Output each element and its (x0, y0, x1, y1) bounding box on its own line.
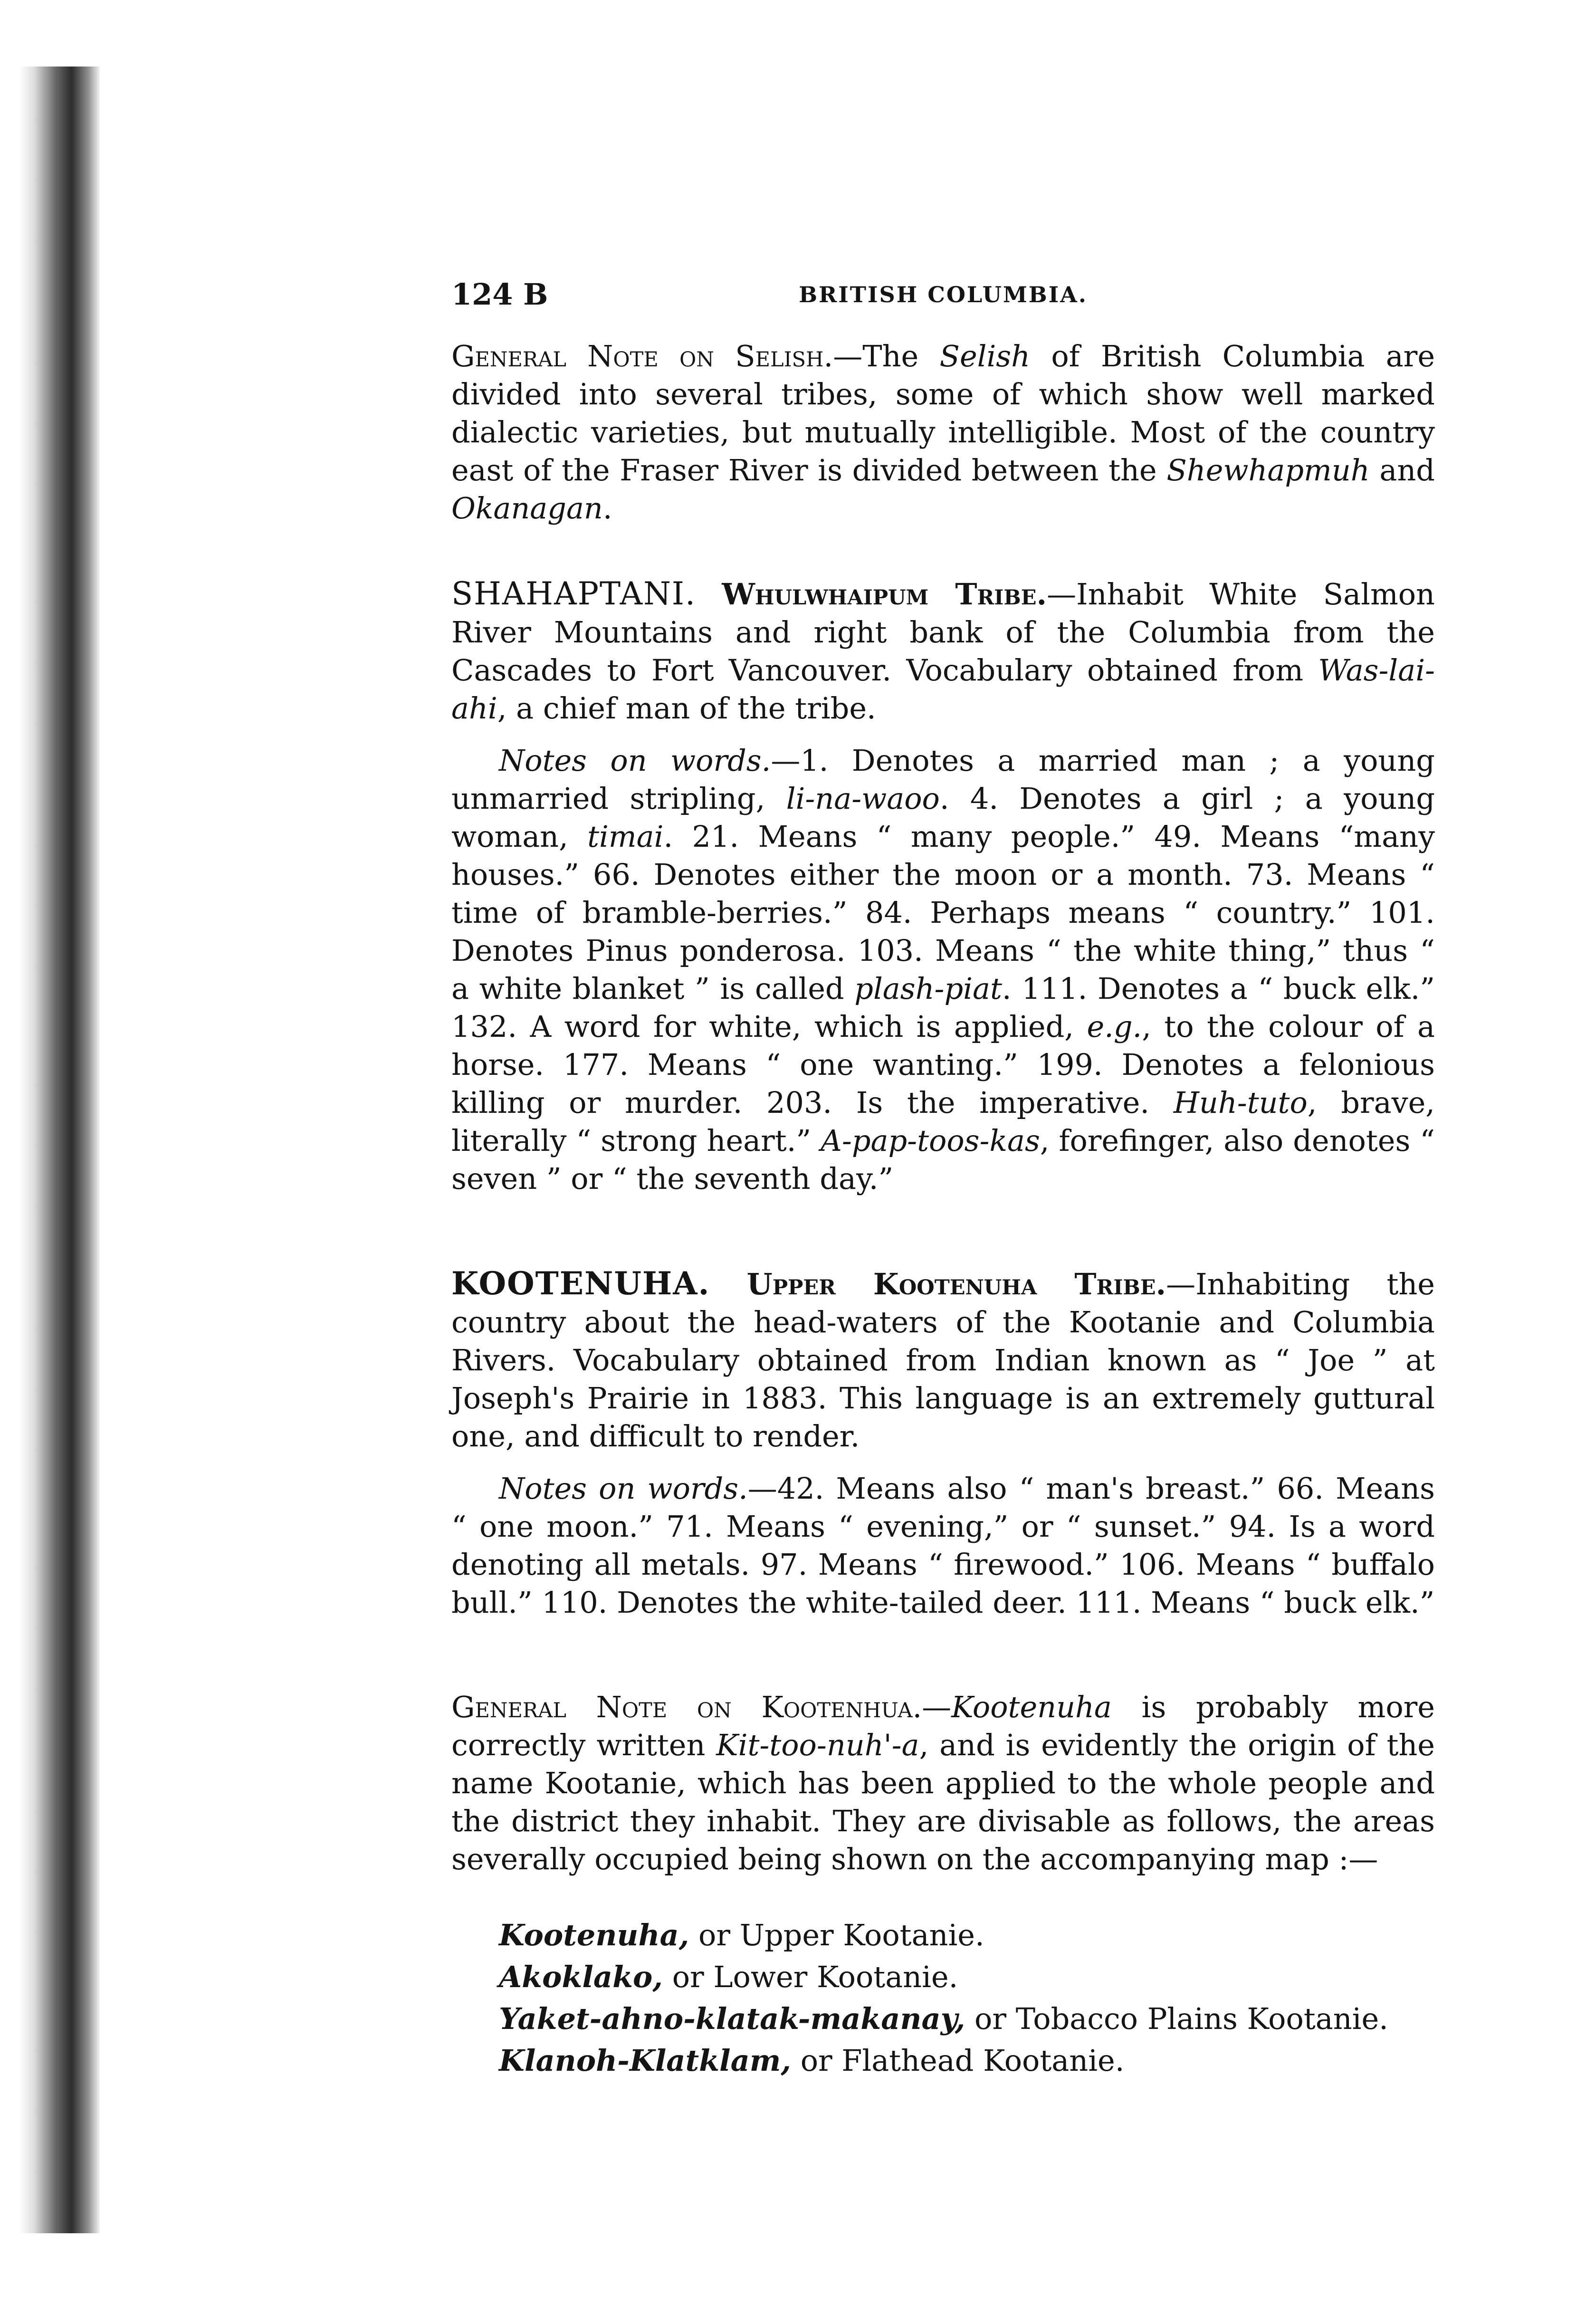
shahaptani-notes-label: Notes on words. (499, 743, 771, 778)
book-page (451, 276, 1435, 2084)
general-note-selish: General Note on Selish.—The Selish of British Columbia are divided into several tribes, some of which show well marked dialectic varieties, but mutually intelligible. Most of the country east of the Fraser River is divided between the Shewhapmuh and Okanagan. (451, 339, 1435, 526)
shahaptani-entry: SHAHAPTANI. Whulwhaipum Tribe.—Inhabit White Salmon River Mountains and right bank of the Columbia from the Cascades to Fort Vancouver. Vocabulary obtained from Was-lai-ahi, a chief man of the tribe. (451, 575, 1435, 726)
list-item: Akoklako, or Lower Kootanie. (499, 1960, 958, 1994)
shahaptani-subtitle: Whulwhaipum Tribe. (722, 577, 1047, 612)
general-note-kootenhua: General Note on Kootenhua.—Kootenuha is probably more correctly written Kit-too-nuh'-a, and is evidently the origin of the name Kootanie, which has been applied to the whole people and the district they inhabit. They are divisable as follows, the areas severally occupied being shown on the accompanying map :— (451, 1690, 1435, 1876)
kootenuha-notes-label: Notes on words. (499, 1471, 748, 1506)
list-item: Yaket-ahno-klatak-makanay, or Tobacco Plains Kootanie. (499, 2001, 1388, 2036)
book-binding-edge (19, 67, 100, 2233)
kootanie-divisions-list (451, 1916, 1435, 2080)
kootenuha-subtitle: Upper Kootenuha Tribe. (746, 1267, 1166, 1301)
page-number: 124 B (451, 277, 548, 312)
general-note-selish-heading: General Note on Selish. (451, 339, 833, 373)
kootenuha-entry: KOOTENUHA. Upper Kootenuha Tribe.—Inhabiting the country about the head-waters of the Kootanie and Columbia Rivers. Vocabulary obtained from Indian known as “ Joe ” at Joseph's Prairie in 1883. This language is an extremely guttural one, and difficult to render. (451, 1265, 1435, 1454)
list-item: Kootenuha, or Upper Kootanie. (499, 1918, 984, 1952)
shahaptani-title: SHAHAPTANI. (451, 575, 696, 612)
general-note-kootenhua-heading: General Note on Kootenhua. (451, 1690, 922, 1724)
running-header (451, 276, 1435, 318)
running-title: BRITISH COLUMBIA. (799, 282, 1088, 307)
kootenuha-notes: Notes on words.—42. Means also “ man's breast.” 66. Means “ one moon.” 71. Means “ evening,” or “ sunset.” 94. Is a word denoting all metals. 97. Means “ firewood.” 106. Means “ buffalo bull.” 110. Denotes the white-tailed deer. 111. Means “ buck elk.” (451, 1471, 1435, 1620)
kootenuha-title: KOOTENUHA. (451, 1265, 710, 1302)
list-item: Klanoh-Klatklam, or Flathead Kootanie. (499, 2043, 1125, 2078)
shahaptani-notes: Notes on words.—1. Denotes a married man ; a young unmarried stripling, li-na-waoo. 4. Denotes a girl ; a young woman, timai. 21. Means “ many people.” 49. Means “many houses.” 66. Denotes either the moon or a month. 73. Means “ time of bramble-berries.” 84. Perhaps means “ country.” 101. Denotes Pinus ponderosa. 103. Means “ the white thing,” thus “ a white blanket ” is called plash-piat. 111. Denotes a “ buck elk.” 132. A word for white, which is applied, e.g., to the colour of a horse. 177. Means “ one wanting.” 199. Denotes a felonious killing or murder. 203. Is the imperative. Huh-tuto, brave, literally “ strong heart.” A-pap-toos-kas, forefinger, also denotes “ seven ” or “ the seventh day.” (451, 743, 1435, 1196)
